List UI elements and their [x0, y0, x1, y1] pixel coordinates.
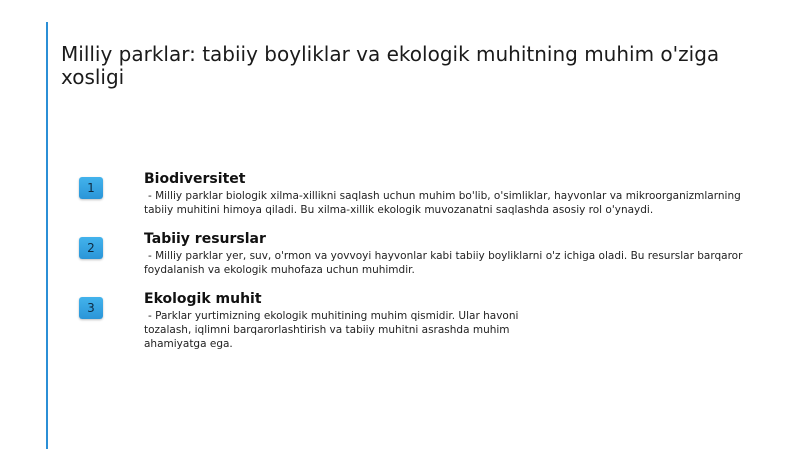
slide-title: Milliy parklar: tabiiy boyliklar va ekologik muhitning muhim o'ziga xosligi [61, 42, 720, 89]
item-heading: Biodiversitet [144, 171, 246, 187]
item-heading: Tabiiy resurslar [144, 231, 266, 247]
number-badge: 1 [79, 177, 103, 199]
item-text: - Milliy parklar biologik xilma-xillikni saqlash uchun muhim bo'lib, o'simliklar, hayvonlar va mikroorganizmlarning tabiiy muhitini himoya qiladi. Bu xilma-xillik ekologik muvozanatni saqlashda asosiy rol o'ynaydi. [144, 190, 741, 216]
number-badge: 3 [79, 297, 103, 319]
item-text: - Parklar yurtimizning ekologik muhitining muhim qismidir. Ular havoni tozalash, iqlimni barqarorlashtirish va tabiiy muhitni asrashda muhim ahamiyatga ega. [144, 310, 519, 350]
number-badge: 2 [79, 237, 103, 259]
item-heading: Ekologik muhit [144, 291, 262, 307]
item-text: - Milliy parklar yer, suv, o'rmon va yovvoyi hayvonlar kabi tabiiy boyliklarni o'z ichiga oladi. Bu resurslar barqaror foydalanish va ekologik muhofaza uchun muhimdir. [144, 250, 743, 276]
accent-line [46, 22, 48, 449]
